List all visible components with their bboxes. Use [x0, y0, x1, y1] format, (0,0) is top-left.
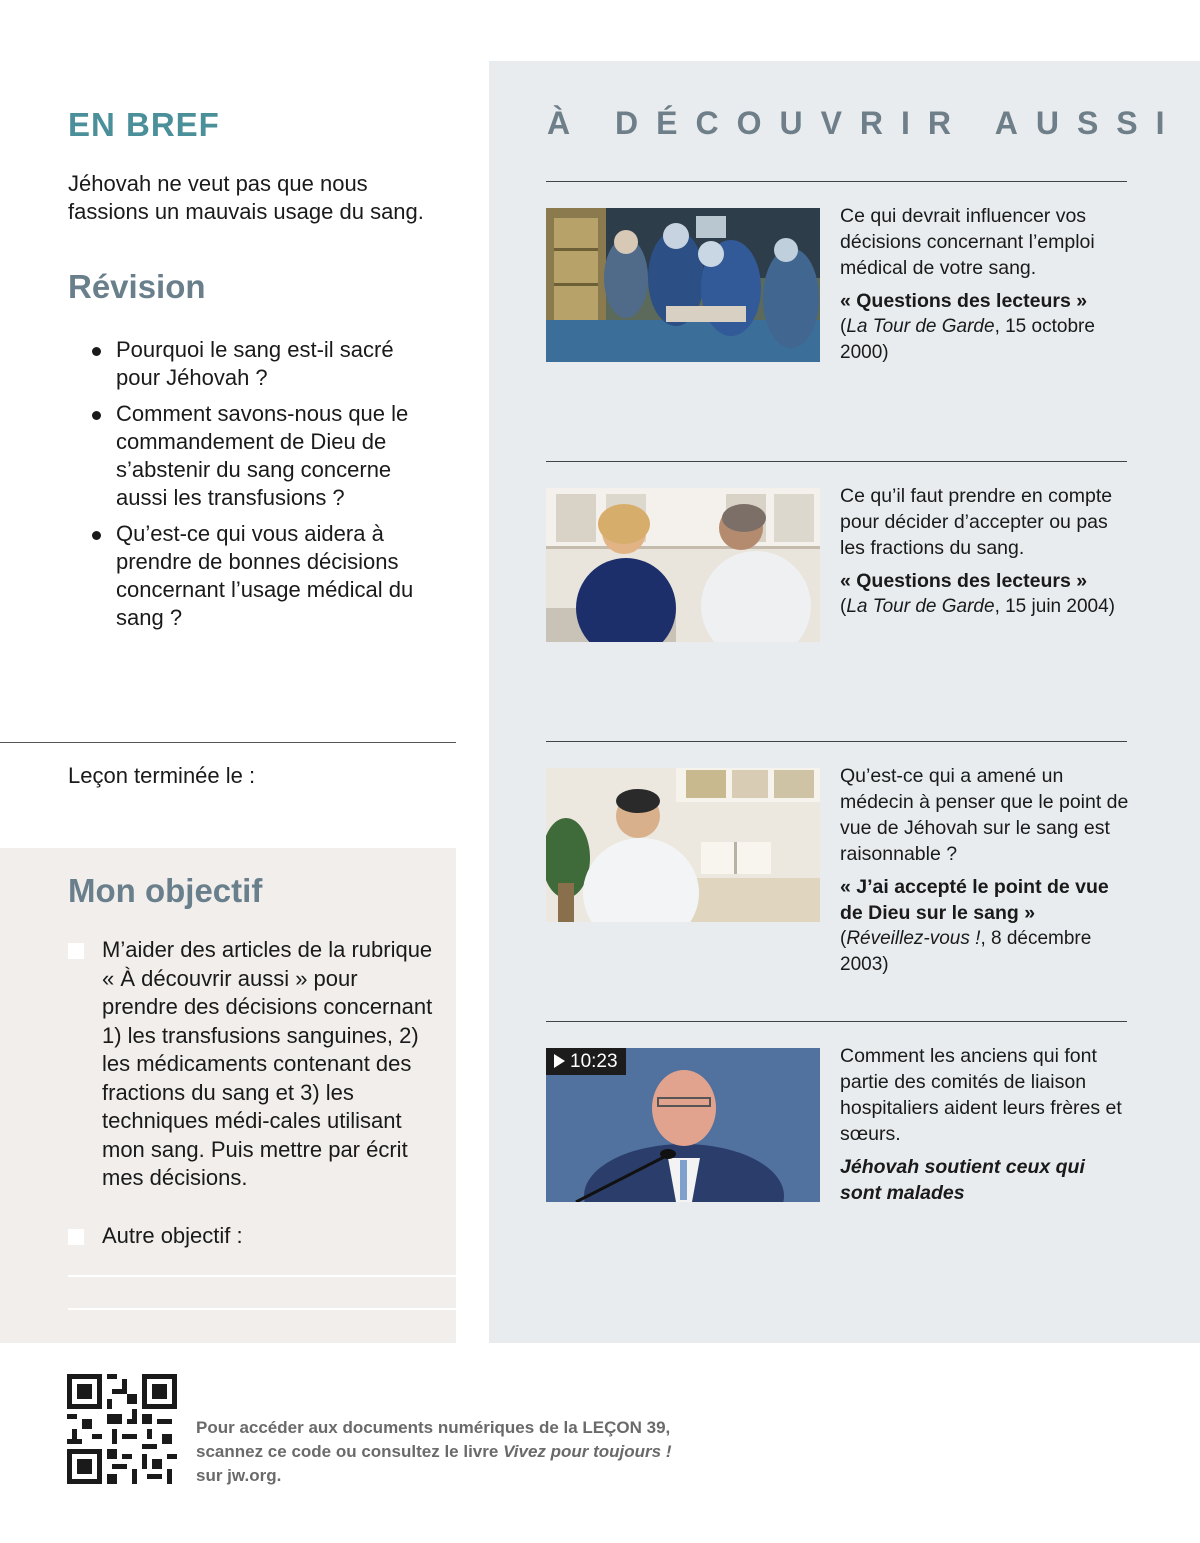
video-duration-badge [546, 1048, 626, 1075]
goal-item [68, 1222, 438, 1251]
divider [546, 741, 1127, 742]
video-speaker-photo-icon[interactable] [546, 1048, 820, 1202]
goal-checkbox[interactable] [68, 943, 84, 959]
goal-write-line[interactable] [68, 1275, 456, 1277]
goal-heading: Mon objectif [68, 872, 263, 909]
footer-line [196, 1440, 716, 1464]
review-heading: Révision [68, 268, 206, 305]
entry-description: Comment les anciens qui font partie des comités de liaison hospitaliers aident leurs frères et sœurs. [840, 1045, 1122, 1145]
source-paren: ( [840, 928, 847, 949]
source-publication: Réveillez-vous ! [846, 928, 981, 949]
source-date: , 15 juin 2004) [994, 596, 1115, 617]
source-paren: ( [840, 596, 847, 617]
entry-text [840, 763, 1130, 978]
divider [0, 742, 456, 743]
footer-text-part: scannez ce code ou consultez le livre [196, 1442, 504, 1461]
entry-source [840, 926, 1130, 978]
bullet-icon [92, 531, 101, 540]
goal-item [68, 936, 438, 1193]
goal-text: Autre objectif : [102, 1223, 243, 1248]
entry-title-link[interactable]: « J’ai accepté le point de vue de Dieu sur le sang » [840, 876, 1109, 924]
review-question: Pourquoi le sang est-il sacré pour Jéhovah ? [116, 337, 394, 390]
footer-note [196, 1416, 716, 1488]
entry-title-link[interactable]: « Questions des lecteurs » [840, 290, 1088, 312]
entry-description: Ce qu’il faut prendre en compte pour décider d’accepter ou pas les fractions du sang. [840, 485, 1113, 559]
goal-text: M’aider des articles de la rubrique « À découvrir aussi » pour prendre des décisions concernant 1) les transfusions sanguines, 2) les médicaments contenant des fractions du sang et 3) les techniques médi-cales utilisant mon sang. Puis mettre par écrit mes décisions. [102, 937, 433, 1190]
divider [546, 461, 1127, 462]
doctor-at-desk-photo-icon[interactable] [546, 768, 820, 922]
review-question: Qu’est-ce qui vous aidera à prendre de bonnes décisions concernant l’usage médical du sang ? [116, 521, 414, 630]
source-paren: ( [840, 316, 847, 337]
video-duration: 10:23 [570, 1051, 618, 1072]
discover-heading: À DÉCOUVRIR AUSSI [547, 105, 1183, 141]
list-item [92, 520, 442, 632]
summary-text: Jéhovah ne veut pas que nous fassions un mauvais usage du sang. [68, 171, 424, 224]
goal-checkbox[interactable] [68, 1229, 84, 1245]
source-date: , 8 décembre 2003) [840, 928, 1092, 975]
play-icon [554, 1054, 565, 1068]
doctor-consultation-photo-icon[interactable] [546, 488, 820, 642]
entry-title-link[interactable]: « Questions des lecteurs » [840, 570, 1088, 592]
lesson-completed-label: Leçon terminée le : [68, 763, 256, 788]
review-question: Comment savons-nous que le commandement de Dieu de s’abstenir du sang concerne aussi les transfusions ? [116, 401, 409, 510]
divider [546, 181, 1127, 182]
bullet-icon [92, 347, 101, 356]
entry-title-link[interactable]: Jéhovah soutient ceux qui sont malades [840, 1156, 1085, 1204]
discover-panel [489, 61, 1200, 1343]
footer-line[interactable]: sur jw.org. [196, 1466, 282, 1485]
review-list [92, 336, 442, 640]
footer-line: Pour accéder aux documents numériques de la LEÇON 39, [196, 1418, 671, 1437]
footer-book-title: Vivez pour toujours ! [503, 1442, 672, 1461]
entry-source [840, 314, 1130, 366]
summary-heading: EN BREF [68, 106, 220, 143]
divider [546, 1021, 1127, 1022]
goal-box [0, 848, 456, 1343]
entry-description: Ce qui devrait influencer vos décisions concernant l’emploi médical de votre sang. [840, 205, 1095, 279]
qr-code-icon[interactable] [67, 1374, 177, 1484]
list-item [92, 400, 442, 512]
surgery-photo-icon[interactable] [546, 208, 820, 362]
entry-source [840, 594, 1130, 620]
left-column [0, 0, 456, 1343]
goal-write-line[interactable] [68, 1308, 456, 1310]
source-publication: La Tour de Garde [846, 596, 995, 617]
entry-description: Qu’est-ce qui a amené un médecin à penser que le point de vue de Jéhovah sur le sang est raisonnable ? [840, 765, 1129, 865]
list-item [92, 336, 442, 392]
bullet-icon [92, 411, 101, 420]
entry-text [840, 203, 1130, 366]
entry-text [840, 483, 1130, 620]
entry-text [840, 1043, 1130, 1206]
source-date: , 15 octobre 2000) [840, 316, 1095, 363]
source-publication: La Tour de Garde [846, 316, 995, 337]
